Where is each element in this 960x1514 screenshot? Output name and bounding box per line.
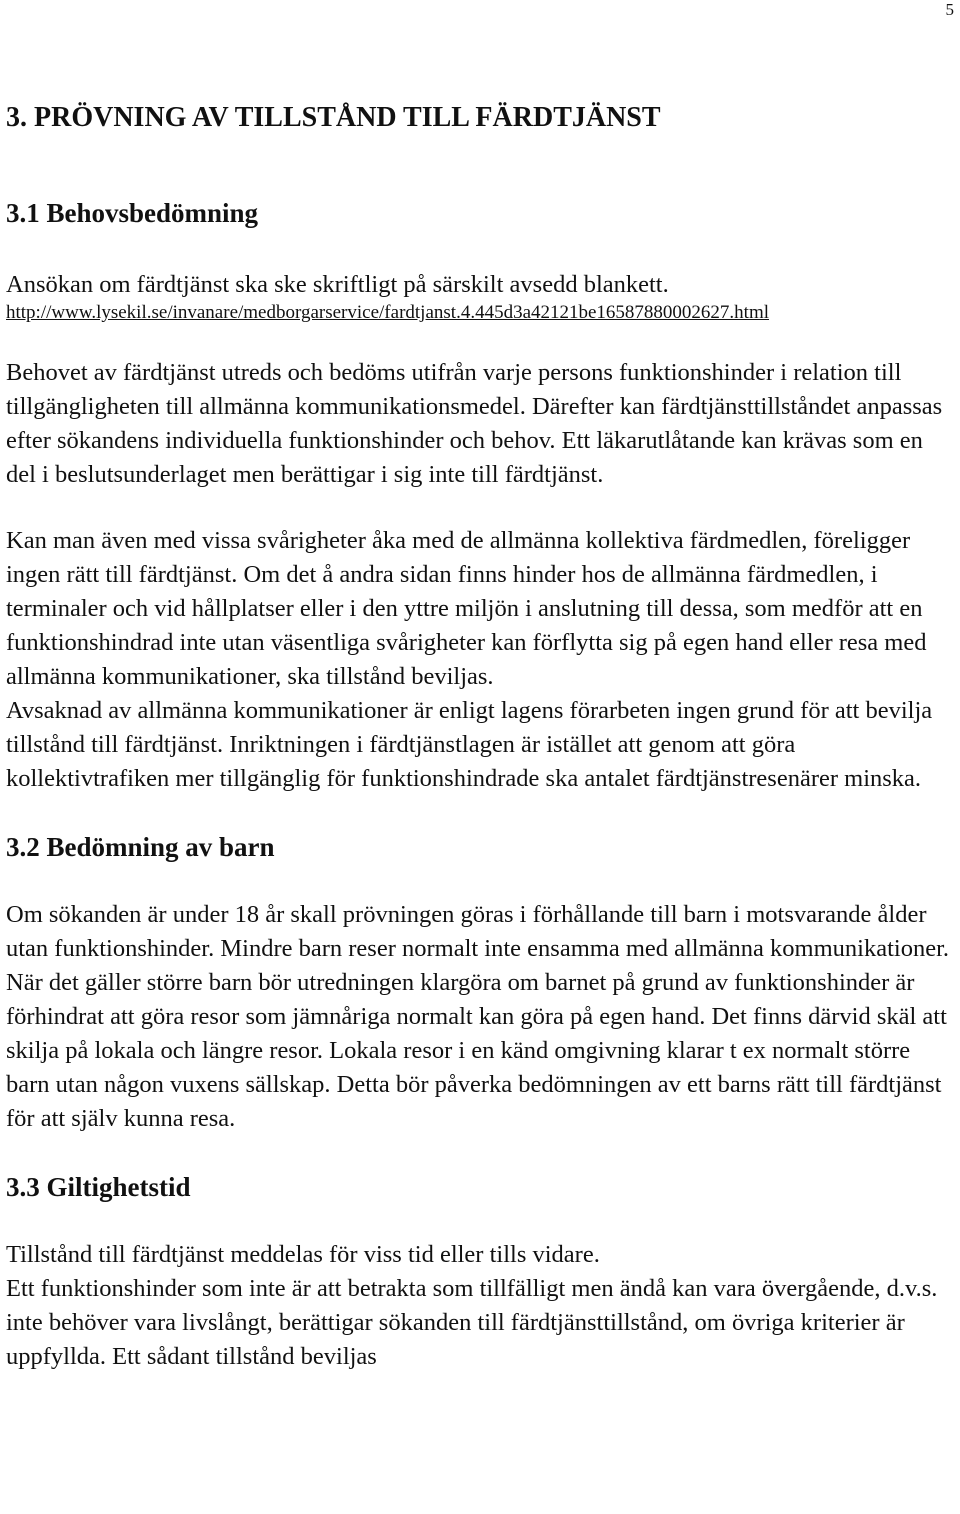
chapter-title: 3. PRÖVNING AV TILLSTÅND TILL FÄRDTJÄNST (6, 102, 661, 133)
document-body (6, 98, 958, 1374)
section-bedomning-av-barn (6, 830, 958, 1136)
paragraph: Om sökanden är under 18 år skall prövningen göras i förhållande till barn i motsvarande ålder utan funktionshinder. Mindre barn reser normalt inte ensamma med allmänna kommunikationer. När det gäller större barn bör utredningen klargöra om barnet på grund av funktionshinder är förhindrat att göra resor som jämnåriga normalt kan göra på egen hand. Det finns därvid skäl att skilja på lokala och längre resor. Lokala resor i en känd omgivning klarar t ex normalt större barn utan någon vuxens sällskap. Detta bör påverka bedömningen av ett barns rätt till färdtjänst för att själv kunna resa. (6, 901, 950, 1132)
section-heading: 3.1 Behovsbedömning (6, 198, 259, 228)
section-heading: 3.2 Bedömning av barn (6, 832, 275, 862)
paragraph: Avsaknad av allmänna kommunikationer är enligt lagens förarbeten ingen grund för att bevilja tillstånd till färdtjänst. Inriktningen i färdtjänstlagen är istället att genom att göra kollektivtrafiken mer tillgänglig för funktionshindrade ska antalet färdtjänstresenärer minska. (6, 697, 933, 792)
section-heading: 3.3 Giltighetstid (6, 1172, 191, 1202)
section-behovsbedomning (6, 196, 958, 796)
paragraph: Behovet av färdtjänst utreds och bedöms utifrån varje persons funktionshinder i relation till tillgängligheten till allmänna kommunikationsmedel. Därefter kan färdtjänsttillståndet anpassas efter sökandens individuella funktionshinder och behov. Ett läkarutlåtande kan krävas som en del i beslutsunderlaget men berättigar i sig inte till färdtjänst. (6, 359, 943, 488)
application-form-link[interactable]: http://www.lysekil.se/invanare/medborgarservice/fardtjanst.4.445d3a42121be16587880002627.html (6, 302, 770, 323)
page-number: 5 (945, 0, 954, 19)
intro-paragraph: Ansökan om färdtjänst ska ske skriftligt på särskilt avsedd blankett. (6, 271, 669, 298)
paragraph: Tillstånd till färdtjänst meddelas för viss tid eller tills vidare. (6, 1241, 600, 1268)
section-giltighetstid (6, 1170, 958, 1374)
paragraph: Kan man även med vissa svårigheter åka med de allmänna kollektiva färdmedlen, föreligger ingen rätt till färdtjänst. Om det å andra sidan finns hinder hos de allmänna färdmedlen, i terminaler och vid hållplatser eller i den yttre miljön i anslutning till dessa, som medför att en funktionshindrad inte utan väsentliga svårigheter kan förflytta sig på egen hand eller resa med allmänna kommunikationer, ska tillstånd beviljas. (6, 527, 927, 690)
paragraph: Ett funktionshinder som inte är att betrakta som tillfälligt men ändå kan vara övergående, d.v.s. inte behöver vara livslångt, berättigar sökanden till färdtjänsttillstånd, om övriga kriterier är uppfyllda. Ett sådant tillstånd beviljas (6, 1275, 938, 1370)
